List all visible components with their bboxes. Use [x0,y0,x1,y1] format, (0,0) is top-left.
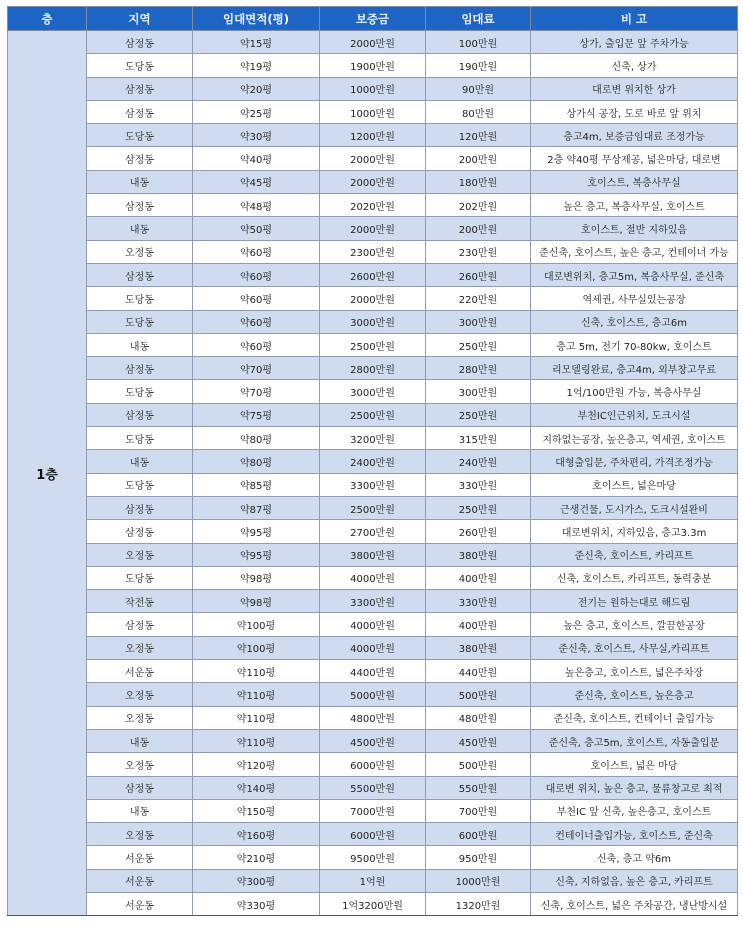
cell-remarks: 2층 약40평 무상제공, 넓은마당, 대로변 [531,147,738,170]
cell-remarks: 신축, 상가 [531,54,738,77]
cell-area: 약60평 [193,333,320,356]
cell-rent: 260만원 [426,520,531,543]
cell-region: 도당동 [87,427,193,450]
cell-remarks: 1억/100만원 가능, 복층사무실 [531,380,738,403]
cell-area: 약98평 [193,590,320,613]
cell-area: 약19평 [193,54,320,77]
table-row [8,753,738,776]
table-row [8,427,738,450]
cell-area: 약87평 [193,496,320,519]
cell-area: 약140평 [193,776,320,799]
cell-deposit: 3000만원 [320,380,426,403]
cell-region: 도당동 [87,287,193,310]
cell-region: 내동 [87,729,193,752]
cell-remarks: 준신축, 호이스트, 높은층고 [531,683,738,706]
cell-remarks: 호이스트, 복층사무실 [531,170,738,193]
cell-rent: 300만원 [426,310,531,333]
header-remarks: 비 고 [531,7,738,31]
cell-rent: 80만원 [426,100,531,123]
cell-area: 약40평 [193,147,320,170]
cell-rent: 330만원 [426,590,531,613]
cell-region: 내동 [87,450,193,473]
cell-remarks: 신축, 호이스트, 층고6m [531,310,738,333]
cell-area: 약95평 [193,520,320,543]
cell-deposit: 2020만원 [320,194,426,217]
table-row [8,729,738,752]
cell-rent: 500만원 [426,683,531,706]
table-row [8,147,738,170]
cell-area: 약98평 [193,566,320,589]
cell-area: 약110평 [193,706,320,729]
cell-rent: 250만원 [426,333,531,356]
cell-region: 오정동 [87,753,193,776]
cell-remarks: 준신축, 호이스트, 카리프트 [531,543,738,566]
cell-deposit: 2500만원 [320,403,426,426]
cell-remarks: 전기는 원하는대로 해드림 [531,590,738,613]
cell-rent: 260만원 [426,263,531,286]
table-row [8,776,738,799]
header-row [8,7,738,31]
cell-region: 내동 [87,217,193,240]
cell-area: 약60평 [193,287,320,310]
cell-region: 오정동 [87,823,193,846]
cell-remarks: 지하없는공장, 높은층고, 역세권, 호이스트 [531,427,738,450]
cell-rent: 250만원 [426,403,531,426]
cell-deposit: 2000만원 [320,147,426,170]
cell-rent: 400만원 [426,613,531,636]
cell-rent: 380만원 [426,636,531,659]
cell-rent: 100만원 [426,31,531,54]
table-row [8,170,738,193]
table-row [8,357,738,380]
cell-area: 약48평 [193,194,320,217]
table-row [8,403,738,426]
cell-remarks: 컨테이너출입가능, 호이스트, 준신축 [531,823,738,846]
cell-rent: 400만원 [426,566,531,589]
cell-region: 도당동 [87,310,193,333]
cell-region: 내동 [87,799,193,822]
table-row [8,31,738,54]
cell-region: 내동 [87,170,193,193]
cell-area: 약70평 [193,380,320,403]
cell-rent: 500만원 [426,753,531,776]
cell-area: 약20평 [193,77,320,100]
cell-remarks: 대로변 위치한 상가 [531,77,738,100]
table-row [8,799,738,822]
cell-deposit: 5500만원 [320,776,426,799]
cell-deposit: 2000만원 [320,217,426,240]
cell-deposit: 2300만원 [320,240,426,263]
cell-rent: 550만원 [426,776,531,799]
table-row [8,892,738,915]
cell-deposit: 3300만원 [320,473,426,496]
cell-remarks: 호이스트, 절반 지하있음 [531,217,738,240]
cell-area: 약150평 [193,799,320,822]
cell-deposit: 3000만원 [320,310,426,333]
table-row [8,310,738,333]
cell-region: 삼정동 [87,496,193,519]
cell-deposit: 2000만원 [320,170,426,193]
rental-listing-table [7,6,738,916]
cell-rent: 180만원 [426,170,531,193]
table-row [8,636,738,659]
cell-remarks: 층고 5m, 전기 70-80kw, 호이스트 [531,333,738,356]
cell-deposit: 3800만원 [320,543,426,566]
table-row [8,473,738,496]
cell-region: 삼정동 [87,147,193,170]
cell-area: 약30평 [193,124,320,147]
cell-region: 삼정동 [87,31,193,54]
cell-rent: 300만원 [426,380,531,403]
cell-region: 서운동 [87,892,193,915]
cell-region: 도당동 [87,380,193,403]
table-row [8,496,738,519]
header-region: 지역 [87,7,193,31]
cell-area: 약80평 [193,427,320,450]
table-body [8,31,738,916]
cell-deposit: 7000만원 [320,799,426,822]
cell-rent: 240만원 [426,450,531,473]
cell-deposit: 1200만원 [320,124,426,147]
table-row [8,217,738,240]
cell-area: 약50평 [193,217,320,240]
cell-remarks: 상가식 공장, 도로 바로 앞 위치 [531,100,738,123]
cell-area: 약110평 [193,729,320,752]
cell-region: 삼정동 [87,520,193,543]
cell-rent: 450만원 [426,729,531,752]
cell-rent: 280만원 [426,357,531,380]
cell-area: 약95평 [193,543,320,566]
cell-remarks: 신축, 호이스트, 넓은 주차공간, 냉난방시설 [531,892,738,915]
table-row [8,287,738,310]
cell-rent: 440만원 [426,660,531,683]
cell-remarks: 호이스트, 넓은마당 [531,473,738,496]
cell-region: 삼정동 [87,77,193,100]
cell-deposit: 1000만원 [320,77,426,100]
cell-remarks: 부천IC인근위치, 도크시설 [531,403,738,426]
cell-remarks: 높은 층고, 호이스트, 깔끔한공장 [531,613,738,636]
cell-deposit: 4800만원 [320,706,426,729]
table-row [8,520,738,543]
table-row [8,706,738,729]
cell-region: 도당동 [87,566,193,589]
cell-area: 약160평 [193,823,320,846]
cell-deposit: 2700만원 [320,520,426,543]
table-row [8,194,738,217]
cell-rent: 230만원 [426,240,531,263]
table-row [8,683,738,706]
cell-area: 약25평 [193,100,320,123]
cell-remarks: 대로변 위치, 높은 층고, 물류창고로 최적 [531,776,738,799]
cell-area: 약60평 [193,263,320,286]
cell-deposit: 3300만원 [320,590,426,613]
cell-deposit: 4000만원 [320,636,426,659]
listing-table-container [7,6,737,916]
cell-remarks: 대로변위치, 층고5m, 복층사무실, 준신축 [531,263,738,286]
cell-area: 약60평 [193,240,320,263]
table-row [8,380,738,403]
cell-region: 삼정동 [87,100,193,123]
cell-remarks: 대로변위치, 지하있음, 층고3.3m [531,520,738,543]
cell-region: 삼정동 [87,776,193,799]
cell-rent: 202만원 [426,194,531,217]
cell-remarks: 신축, 호이스트, 카리프트, 동력충분 [531,566,738,589]
cell-deposit: 1900만원 [320,54,426,77]
cell-rent: 380만원 [426,543,531,566]
cell-rent: 480만원 [426,706,531,729]
cell-region: 서운동 [87,869,193,892]
cell-area: 약100평 [193,613,320,636]
cell-area: 약70평 [193,357,320,380]
cell-deposit: 4400만원 [320,660,426,683]
table-row [8,77,738,100]
cell-area: 약110평 [193,660,320,683]
cell-remarks: 신축, 층고 약6m [531,846,738,869]
cell-region: 내동 [87,333,193,356]
cell-deposit: 4500만원 [320,729,426,752]
cell-region: 오정동 [87,706,193,729]
cell-deposit: 1000만원 [320,100,426,123]
cell-deposit: 1억원 [320,869,426,892]
cell-rent: 1000만원 [426,869,531,892]
cell-area: 약85평 [193,473,320,496]
cell-deposit: 1억3200만원 [320,892,426,915]
cell-deposit: 6000만원 [320,823,426,846]
table-row [8,54,738,77]
header-area: 임대면적(평) [193,7,320,31]
table-row [8,613,738,636]
cell-remarks: 높은 층고, 복층사무실, 호이스트 [531,194,738,217]
cell-region: 오정동 [87,543,193,566]
header-floor: 층 [8,7,87,31]
cell-rent: 600만원 [426,823,531,846]
cell-deposit: 9500만원 [320,846,426,869]
cell-region: 서운동 [87,660,193,683]
header-deposit: 보증금 [320,7,426,31]
cell-deposit: 2600만원 [320,263,426,286]
table-row [8,333,738,356]
cell-region: 도당동 [87,473,193,496]
cell-deposit: 2500만원 [320,496,426,519]
table-row [8,450,738,473]
cell-region: 오정동 [87,683,193,706]
table-row [8,543,738,566]
cell-region: 삼정동 [87,613,193,636]
cell-remarks: 부천IC 앞 신축, 높은층고, 호이스트 [531,799,738,822]
cell-deposit: 2400만원 [320,450,426,473]
cell-area: 약45평 [193,170,320,193]
cell-region: 서운동 [87,846,193,869]
table-row [8,100,738,123]
cell-deposit: 2800만원 [320,357,426,380]
cell-region: 작전동 [87,590,193,613]
cell-remarks: 리모델링완료, 층고4m, 외부창고무료 [531,357,738,380]
cell-region: 삼정동 [87,263,193,286]
cell-rent: 315만원 [426,427,531,450]
cell-rent: 90만원 [426,77,531,100]
table-row [8,240,738,263]
cell-deposit: 2000만원 [320,31,426,54]
cell-deposit: 6000만원 [320,753,426,776]
cell-area: 약100평 [193,636,320,659]
cell-remarks: 준신축, 호이스트, 컨테이너 출입가능 [531,706,738,729]
cell-remarks: 준신축, 호이스트, 높은 층고, 컨테이너 가능 [531,240,738,263]
table-row [8,823,738,846]
cell-rent: 950만원 [426,846,531,869]
cell-region: 도당동 [87,54,193,77]
cell-deposit: 4000만원 [320,566,426,589]
cell-remarks: 근생건물, 도시가스, 도크시설완비 [531,496,738,519]
cell-rent: 200만원 [426,217,531,240]
cell-area: 약15평 [193,31,320,54]
cell-region: 도당동 [87,124,193,147]
cell-remarks: 대형출입문, 주차편리, 가격조정가능 [531,450,738,473]
cell-region: 오정동 [87,240,193,263]
cell-region: 삼정동 [87,357,193,380]
header-rent: 임대료 [426,7,531,31]
cell-remarks: 호이스트, 넓은 마당 [531,753,738,776]
table-row [8,869,738,892]
cell-rent: 120만원 [426,124,531,147]
cell-deposit: 2000만원 [320,287,426,310]
table-row [8,846,738,869]
cell-area: 약300평 [193,869,320,892]
floor-cell: 1층 [8,31,87,916]
cell-area: 약80평 [193,450,320,473]
table-row [8,660,738,683]
cell-remarks: 준신축, 층고5m, 호이스트, 자동출입문 [531,729,738,752]
cell-rent: 220만원 [426,287,531,310]
table-row [8,590,738,613]
cell-remarks: 준신축, 호이스트, 사무실,카리프트 [531,636,738,659]
cell-remarks: 층고4m, 보증금임대료 조정가능 [531,124,738,147]
cell-area: 약75평 [193,403,320,426]
cell-remarks: 상가, 출입문 앞 주차가능 [531,31,738,54]
cell-rent: 250만원 [426,496,531,519]
cell-area: 약60평 [193,310,320,333]
cell-area: 약330평 [193,892,320,915]
cell-rent: 330만원 [426,473,531,496]
cell-deposit: 4000만원 [320,613,426,636]
cell-deposit: 3200만원 [320,427,426,450]
cell-rent: 200만원 [426,147,531,170]
cell-region: 삼정동 [87,194,193,217]
table-row [8,566,738,589]
cell-area: 약120평 [193,753,320,776]
cell-area: 약110평 [193,683,320,706]
cell-deposit: 5000만원 [320,683,426,706]
cell-rent: 1320만원 [426,892,531,915]
cell-deposit: 2500만원 [320,333,426,356]
cell-rent: 190만원 [426,54,531,77]
cell-rent: 700만원 [426,799,531,822]
cell-region: 오정동 [87,636,193,659]
cell-region: 삼정동 [87,403,193,426]
table-row [8,124,738,147]
cell-area: 약210평 [193,846,320,869]
cell-remarks: 역세권, 사무실있는공장 [531,287,738,310]
table-row [8,263,738,286]
cell-remarks: 신축, 지하없음, 높은 층고, 카리프트 [531,869,738,892]
cell-remarks: 높은층고, 호이스트, 넓은주차장 [531,660,738,683]
